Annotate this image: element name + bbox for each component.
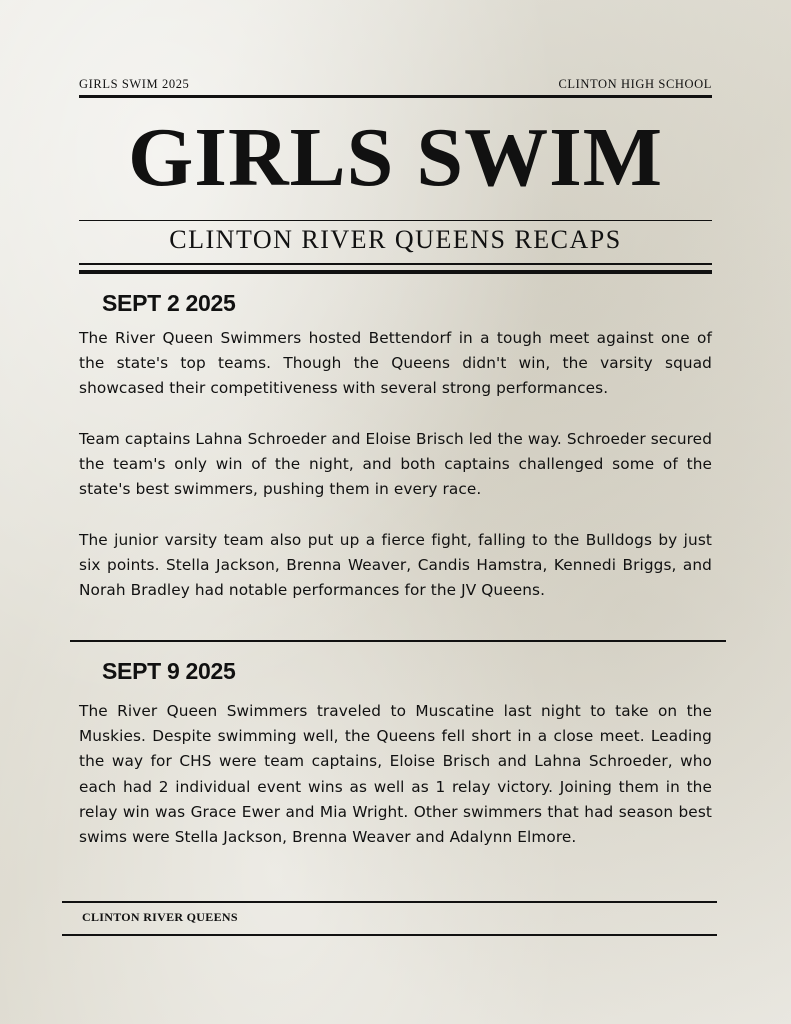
subtitle-bottom-rule <box>79 263 712 265</box>
masthead-title: GIRLS SWIM <box>127 111 664 204</box>
footer-bottom-rule <box>62 934 717 936</box>
article-paragraph: The River Queen Swimmers hosted Bettendorf in a tough meet against one of the state's top teams. Though the Queens didn't win, the varsity squad showcased their competitiveness with several strong performances. <box>79 329 712 398</box>
footer-top-rule <box>62 901 717 903</box>
header-left-label: GIRLS SWIM 2025 <box>79 77 190 91</box>
article-date: SEPT 2 2025 <box>102 290 236 316</box>
header-rule <box>79 95 712 98</box>
masthead-subtitle: CLINTON RIVER QUEENS RECAPS <box>169 225 622 254</box>
header-right-label: CLINTON HIGH SCHOOL <box>558 77 712 91</box>
article-paragraph: The River Queen Swimmers traveled to Muscatine last night to take on the Muskies. Despite swimming well, the Queens fell short in a close meet. Leading the way for CHS were team captains, Eloise Brisch and Lahna Schroeder, who each had 2 individual event wins as well as 1 relay victory. Joining them in the relay win was Grace Ewer and Mia Wright. Other swimmers that had season best swims were Stella Jackson, Brenna Weaver and Adalynn Elmore. <box>79 702 712 847</box>
article-paragraph: Team captains Lahna Schroeder and Eloise Brisch led the way. Schroeder secured the team's only win of the night, and both captains challenged some of the state's best swimmers, pushing them in every race. <box>79 430 712 499</box>
subtitle-top-rule <box>79 220 712 221</box>
article-date: SEPT 9 2025 <box>102 658 236 684</box>
article-divider <box>70 640 726 642</box>
footer-label: CLINTON RIVER QUEENS <box>82 910 238 924</box>
subtitle-double-rule <box>79 270 712 274</box>
article-paragraph: The junior varsity team also put up a fierce fight, falling to the Bulldogs by just six points. Stella Jackson, Brenna Weaver, Candis Hamstra, Kennedi Briggs, and Norah Bradley had notable performances for the JV Queens. <box>79 531 712 600</box>
